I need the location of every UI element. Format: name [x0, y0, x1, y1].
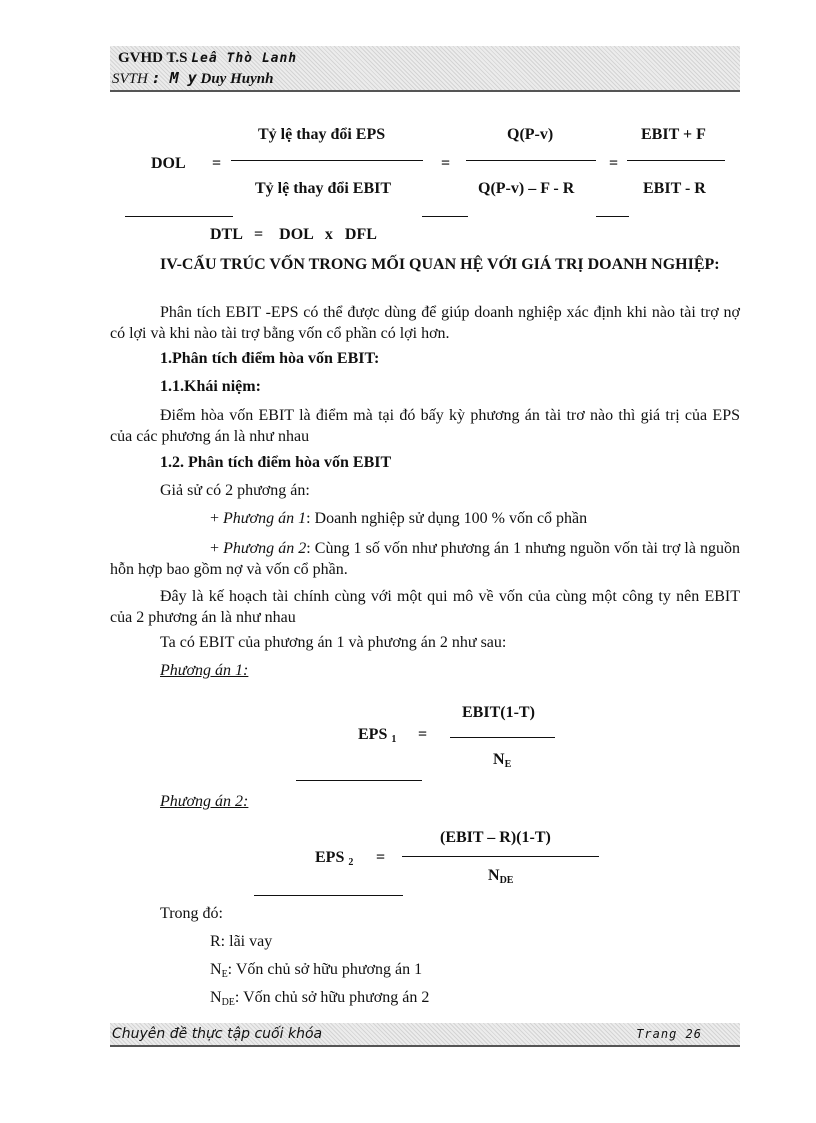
- eps2-eq: =: [376, 849, 386, 866]
- eps2-numerator: (EBIT – R)(1-T): [440, 829, 551, 846]
- dol-num-1: Tỷ lệ thay đổi EPS: [258, 126, 386, 143]
- dol-den-1: Tỷ lệ thay đổi EBIT: [255, 180, 392, 197]
- eps2-den-sub: DE: [499, 875, 514, 886]
- page-header: [110, 46, 740, 92]
- eps1-den-text: N: [493, 751, 505, 768]
- eps1-den-sub: E: [504, 759, 512, 770]
- dol-fraction-bar-2: [466, 160, 596, 161]
- dol-rule-2: [422, 216, 468, 217]
- dol-eq-3: =: [609, 155, 619, 172]
- plan-paragraph: Đây là kế hoạch tài chính cùng với một qui mô về vốn của cùng một công ty nên EBIT của 2 phương án là như nhau: [110, 588, 740, 626]
- option-1-label: Phương án 1: [223, 510, 307, 527]
- footer-title: Chuyên đề thực tập cuối khóa: [112, 1026, 323, 1042]
- eps2-lhs-sub: 2: [348, 857, 354, 868]
- eps1-lhs: [358, 726, 396, 745]
- heading-1: 1.Phân tích điểm hòa vốn EBIT:: [160, 350, 380, 367]
- assume-line: Giả sử có 2 phương án:: [160, 482, 310, 499]
- header-advisor: [118, 50, 297, 67]
- taco-line: Ta có EBIT của phương án 1 và phương án 2 như sau:: [160, 634, 507, 651]
- page-footer: [110, 1023, 740, 1047]
- eps2-rule: [254, 895, 403, 896]
- eps1-denominator: [493, 751, 511, 770]
- option-2: + Phương án 2: Cùng 1 số vốn như phương án 1 nhưng nguồn vốn tài trợ là nguồn hỗn hợp bao gồm nợ và vốn cổ phần.: [110, 540, 740, 578]
- eps1-lhs-sub: 1: [391, 734, 397, 745]
- ne-symbol: N: [210, 961, 222, 978]
- eps1-numerator: EBIT(1-T): [462, 704, 535, 721]
- option-1-text: : Doanh nghiệp sử dụng 100 % vốn cổ phần: [306, 510, 588, 527]
- eps1-fraction-bar: [450, 737, 555, 738]
- dol-rule-3: [596, 216, 629, 217]
- dol-den-2: Q(P-v) – F - R: [478, 180, 575, 197]
- nde-definition: [210, 989, 429, 1008]
- ne-definition: [210, 961, 422, 980]
- nde-symbol: N: [210, 989, 222, 1006]
- header-student: [112, 69, 273, 88]
- dol-num-2: Q(P-v): [507, 126, 554, 143]
- option-2-text: : Cùng 1 số vốn như phương án 1 nhưng nguồn vốn tài trợ là nguồn hỗn hợp bao gồm nợ và vốn cổ phần.: [110, 540, 740, 578]
- student-colon: : M y: [151, 69, 197, 87]
- eps1-rule: [296, 780, 422, 781]
- student-label: SVTH: [112, 71, 148, 87]
- eps1-lhs-text: EPS: [358, 726, 388, 743]
- option-1-heading: Phương án 1:: [160, 662, 249, 679]
- page-number: Trang 26: [636, 1027, 702, 1041]
- ne-text: : Vốn chủ sở hữu phương án 1: [227, 961, 423, 978]
- advisor-name: Leâ Thò Lanh: [191, 51, 298, 66]
- eps2-lhs-text: EPS: [315, 849, 345, 866]
- dol-num-3: EBIT + F: [641, 126, 706, 143]
- definition-paragraph: Điểm hòa vốn EBIT là điểm mà tại đó bấy kỳ phương án tài trơ nào thì giá trị của EPS của các phương án là như nhau: [110, 407, 740, 445]
- option-1: + Phương án 1: Doanh nghiệp sử dụng 100 % vốn cổ phần: [210, 510, 588, 527]
- eps2-denominator: [488, 867, 513, 886]
- nde-sub: DE: [221, 997, 235, 1008]
- intro-paragraph: Phân tích EBIT -EPS có thể được dùng để giúp doanh nghiệp xác định khi nào tài trợ nợ có lợi và khi nào tài trợ bằng vốn cổ phần có lợi hơn.: [110, 304, 740, 342]
- eps2-lhs: [315, 849, 353, 868]
- dol-label: DOL: [151, 155, 186, 172]
- section-title: IV-CẤU TRÚC VỐN TRONG MỐI QUAN HỆ VỚI GIÁ TRỊ DOANH NGHIỆP:: [160, 256, 720, 273]
- eps2-fraction-bar: [402, 856, 599, 857]
- advisor-label: GVHD T.S: [118, 50, 188, 66]
- dtl-formula: DTL = DOL x DFL: [210, 226, 377, 243]
- nde-text: : Vốn chủ sở hữu phương án 2: [234, 989, 430, 1006]
- option-2-heading: Phương án 2:: [160, 793, 249, 810]
- student-name: Duy Huynh: [200, 71, 274, 87]
- r-definition: R: lãi vay: [210, 933, 273, 950]
- ne-sub: E: [221, 969, 228, 980]
- eps2-den-text: N: [488, 867, 500, 884]
- dol-eq-2: =: [441, 155, 451, 172]
- option-2-label: Phương án 2: [223, 540, 307, 557]
- heading-1-2: 1.2. Phân tích điểm hòa vốn EBIT: [160, 454, 392, 471]
- trongdo-label: Trong đó:: [160, 905, 223, 922]
- dol-fraction-bar-1: [231, 160, 423, 161]
- dol-den-3: EBIT - R: [643, 180, 706, 197]
- dol-eq-1: =: [212, 155, 222, 172]
- eps1-eq: =: [418, 726, 428, 743]
- heading-1-1: 1.1.Khái niệm:: [160, 378, 261, 395]
- dol-fraction-bar-3: [627, 160, 725, 161]
- dol-rule-1: [125, 216, 233, 217]
